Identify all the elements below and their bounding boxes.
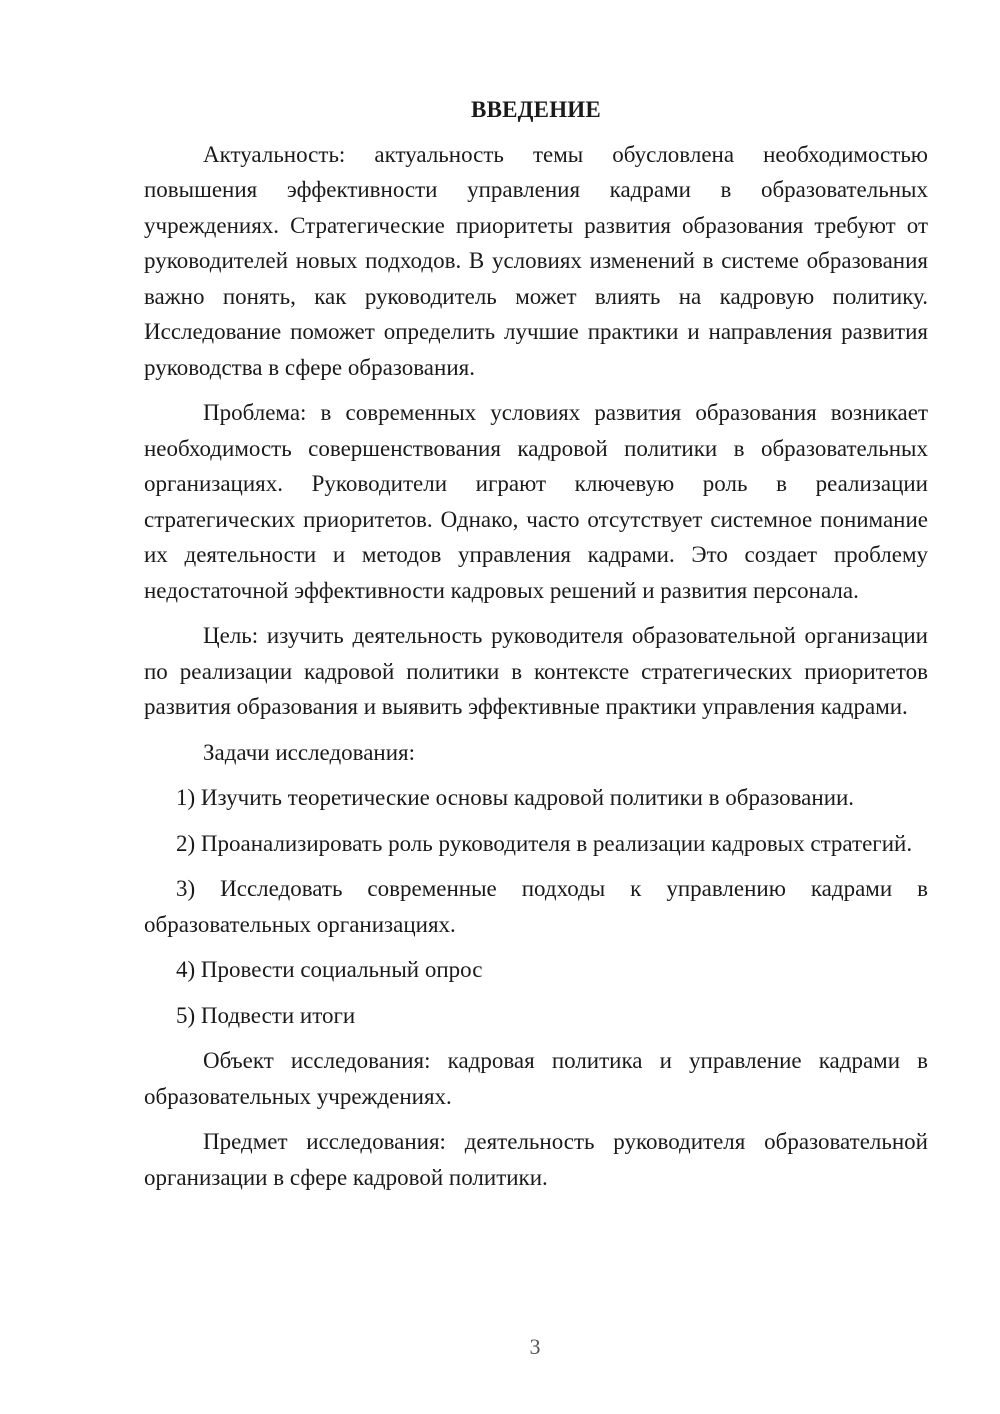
problem-paragraph: Проблема: в современных условиях развития образования возникает необходимость совершенствования кадровой политики в образовательных организациях. Руководители играют ключевую роль в реализации стратегических приоритетов. Однако, часто отсутствует системное понимание их деятельности и методов управления кадрами. Это создает проблему недостаточной эффективности кадровых решений и развития персонала. [144,400,928,603]
task-item: 3) Исследовать современные подходы к управлению кадрами в образовательных организациях. [144,876,928,937]
task-item: 2) Проанализировать роль руководителя в реализации кадровых стратегий. [176,830,913,856]
tasks-heading: Задачи исследования: [203,739,416,765]
task-item: 1) Изучить теоретические основы кадровой политики в образовании. [176,785,855,810]
subject-paragraph: Предмет исследования: деятельность руководителя образовательной организации в сфере кадровой политики. [144,1129,928,1190]
goal-paragraph: Цель: изучить деятельность руководителя образовательной организации по реализации кадровой политики в контексте стратегических приоритетов развития образования и выявить эффективные практики управления кадрами. [144,623,928,719]
object-paragraph: Объект исследования: кадровая политика и управление кадрами в образовательных учреждениях. [144,1048,928,1109]
task-item: 4) Провести социальный опрос [176,957,483,982]
page-number: 3 [529,1334,541,1359]
relevance-paragraph: Актуальность: актуальность темы обусловлена необходимостью повышения эффективности управления кадрами в образовательных учреждениях. Стратегические приоритеты развития образования требуют от руководителей новых подходов. В условиях изменений в системе образования важно понять, как руководитель может влиять на кадровую политику. Исследование поможет определить лучшие практики и направления развития руководства в сфере образования. [144,141,928,380]
section-title: ВВЕДЕНИЕ [471,97,601,122]
task-item: 5) Подвести итоги [176,1002,356,1028]
page-content [144,92,928,1205]
